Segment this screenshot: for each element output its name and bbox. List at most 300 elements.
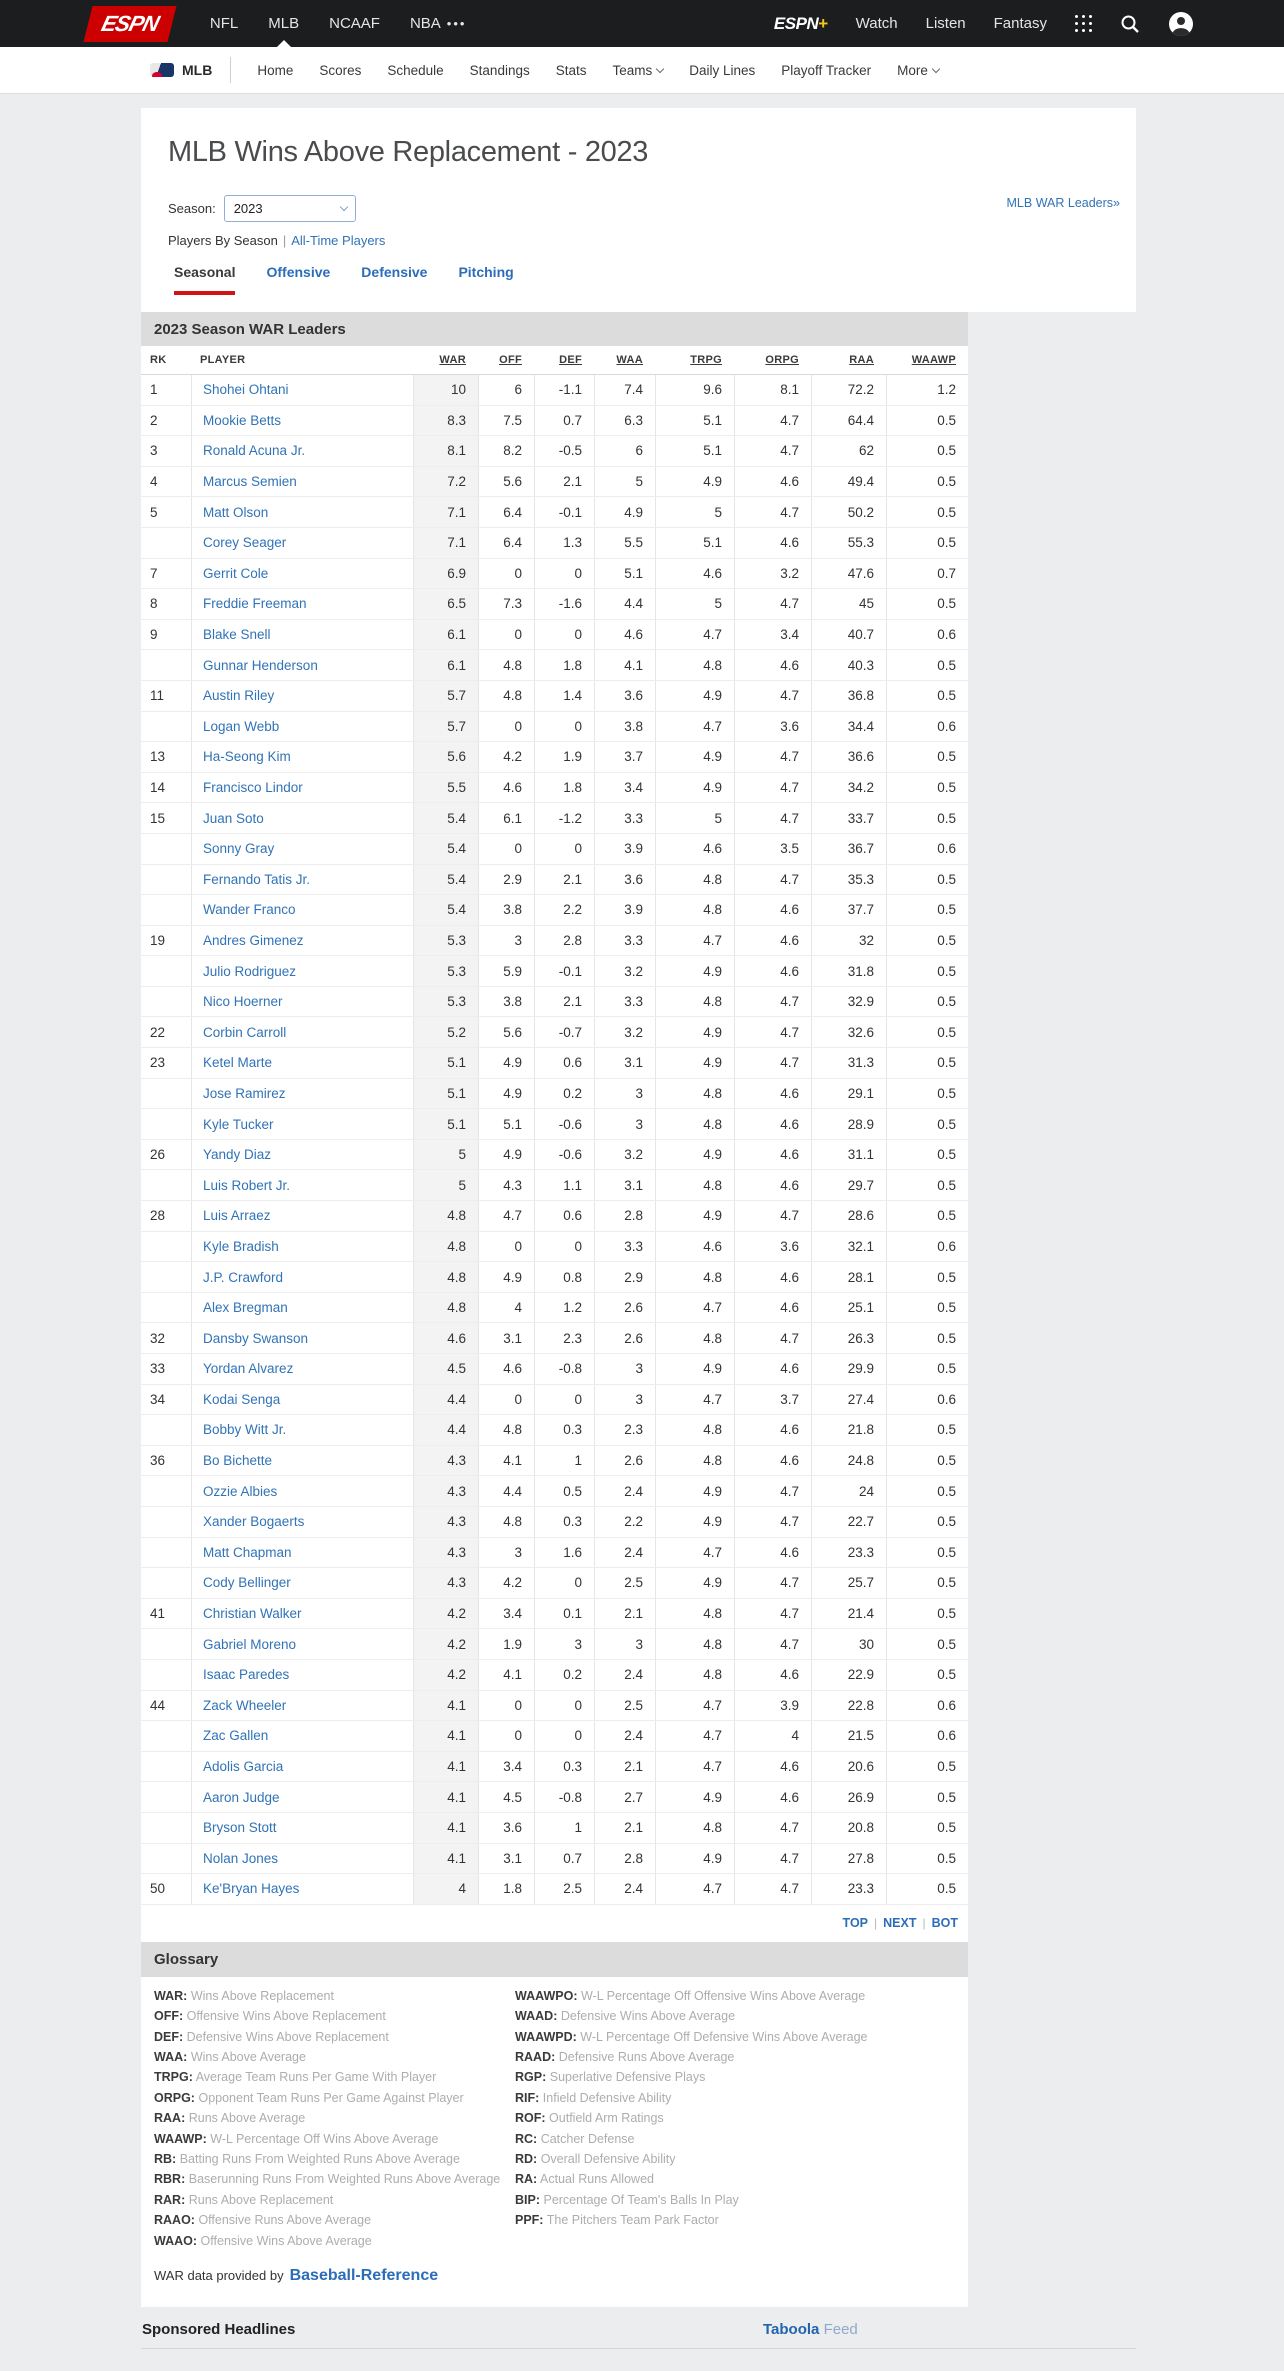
player-link[interactable]: Nolan Jones [203, 1850, 279, 1866]
raa-cell: 64.4 [811, 406, 886, 436]
search-icon[interactable] [1120, 14, 1140, 34]
waa-cell: 2.4 [594, 1476, 655, 1506]
war-cell: 5.3 [413, 926, 478, 956]
off-cell: 0 [478, 1691, 534, 1721]
waawp-cell: 0.5 [886, 1109, 968, 1139]
player-link[interactable]: Andres Gimenez [203, 932, 304, 948]
rank-cell: 15 [150, 810, 166, 826]
off-cell: 4.9 [478, 1140, 534, 1170]
player-link[interactable]: Mookie Betts [203, 412, 282, 428]
war-cell: 4.8 [413, 1201, 478, 1231]
off-cell: 6.4 [478, 528, 534, 558]
rank-cell: 41 [150, 1606, 166, 1622]
player-link[interactable]: Wander Franco [203, 902, 296, 918]
global-nav-item[interactable]: NBA [409, 15, 441, 32]
waawp-cell: 0.5 [886, 1629, 968, 1659]
page-title: MLB Wins Above Replacement - 2023 [168, 136, 649, 168]
def-cell: 0 [534, 1568, 594, 1598]
rank-cell [141, 1568, 191, 1598]
raa-cell: 49.4 [811, 467, 886, 497]
player-link[interactable]: Luis Arraez [203, 1208, 271, 1224]
raa-cell: 32.1 [811, 1232, 886, 1262]
player-link[interactable]: Ha-Seong Kim [203, 749, 291, 765]
waa-cell: 7.4 [594, 375, 655, 405]
table-row [141, 1599, 968, 1630]
trpg-cell: 4.7 [655, 1538, 734, 1568]
player-link[interactable]: Corey Seager [203, 535, 287, 551]
espn-plus-text: ESPN [773, 13, 819, 33]
player-link[interactable]: Bobby Witt Jr. [203, 1422, 287, 1438]
raa-cell: 34.4 [811, 712, 886, 742]
trpg-cell: 4.7 [655, 1293, 734, 1323]
waa-cell: 4.1 [594, 650, 655, 680]
glossary-abbr: RC: [515, 2131, 538, 2146]
player-link[interactable]: Logan Webb [203, 718, 280, 734]
glossary-definition: Defensive Runs Above Average [558, 2049, 735, 2064]
sortable-column-header[interactable]: WAAWP [911, 354, 956, 366]
raa-cell: 50.2 [811, 497, 886, 527]
war-cell: 4.3 [413, 1446, 478, 1476]
glossary-item [154, 2149, 500, 2169]
rank-cell: 2 [150, 412, 158, 428]
waawp-cell: 0.6 [886, 1385, 968, 1415]
table-row [141, 1140, 968, 1171]
sortable-column-header[interactable]: WAR [439, 354, 466, 366]
def-cell: -0.1 [534, 497, 594, 527]
table-row [141, 1017, 968, 1048]
waawp-cell: 0.5 [886, 1048, 968, 1078]
glossary-abbr: DEF: [154, 2029, 184, 2044]
player-link[interactable]: Christian Walker [203, 1606, 302, 1622]
player-link[interactable]: Zac Gallen [203, 1728, 269, 1744]
player-link[interactable]: Yandy Diaz [203, 1147, 272, 1163]
apps-grid-icon[interactable] [1075, 15, 1092, 32]
waawp-cell: 0.5 [886, 1170, 968, 1200]
trpg-cell: 4.9 [655, 1568, 734, 1598]
trpg-cell: 4.6 [655, 559, 734, 589]
glossary-abbr: RB: [154, 2151, 177, 2166]
def-cell: 1.6 [534, 1538, 594, 1568]
player-link[interactable]: Yordan Alvarez [203, 1361, 294, 1377]
stat-tab[interactable]: Pitching [458, 264, 514, 280]
taboola-feed-label: Feed [823, 2320, 858, 2338]
global-nav-item[interactable]: NCAAF [329, 15, 380, 32]
def-cell: -0.7 [534, 1017, 594, 1047]
def-cell: -0.8 [534, 1782, 594, 1812]
profile-avatar-icon[interactable] [1168, 11, 1194, 37]
off-cell: 5.6 [478, 467, 534, 497]
player-cell [191, 1752, 413, 1782]
league-nav-item[interactable] [689, 63, 755, 78]
table-row [141, 1844, 968, 1875]
table-row [141, 1323, 968, 1354]
more-sports-icon[interactable]: ••• [446, 16, 467, 31]
waa-cell: 2.1 [594, 1813, 655, 1843]
player-link[interactable]: Blake Snell [203, 627, 271, 643]
table-row [141, 1232, 968, 1263]
war-cell: 4.1 [413, 1691, 478, 1721]
player-cell [191, 712, 413, 742]
trpg-cell: 4.8 [655, 1109, 734, 1139]
rank-cell [141, 1109, 191, 1139]
league-nav-item[interactable] [387, 63, 443, 78]
def-cell: 2.1 [534, 467, 594, 497]
war-cell: 4.3 [413, 1568, 478, 1598]
off-cell: 4.1 [478, 1446, 534, 1476]
waa-cell: 2.5 [594, 1568, 655, 1598]
player-cell [191, 1293, 413, 1323]
player-link[interactable]: Ronald Acuna Jr. [203, 443, 306, 459]
player-cell [191, 406, 413, 436]
raa-cell: 23.3 [811, 1538, 886, 1568]
waa-cell: 6.3 [594, 406, 655, 436]
waa-cell: 3.8 [594, 712, 655, 742]
glossary-item [154, 2210, 500, 2230]
table-row [141, 1538, 968, 1569]
player-link[interactable]: Corbin Carroll [203, 1024, 287, 1040]
table-row [141, 742, 968, 773]
mlb-war-leaders-link[interactable]: MLB WAR Leaders» [1006, 196, 1120, 210]
table-row [141, 1721, 968, 1752]
orpg-cell: 4.7 [734, 1201, 811, 1231]
orpg-cell: 4 [734, 1721, 811, 1751]
glossary-definition: Runs Above Replacement [188, 2192, 334, 2207]
sortable-column-header[interactable]: OFF [499, 354, 522, 366]
waawp-cell: 0.5 [886, 773, 968, 803]
player-link[interactable]: Jose Ramirez [203, 1085, 286, 1101]
trpg-cell: 4.8 [655, 895, 734, 925]
war-cell: 4.2 [413, 1629, 478, 1659]
waawp-cell: 0.5 [886, 1354, 968, 1384]
war-cell: 4.2 [413, 1599, 478, 1629]
glossary-item [154, 2190, 500, 2210]
player-link[interactable]: Sonny Gray [203, 841, 275, 857]
raa-cell: 26.9 [811, 1782, 886, 1812]
waawp-cell: 0.7 [886, 559, 968, 589]
glossary-abbr: RD: [515, 2151, 538, 2166]
war-cell: 5.1 [413, 1079, 478, 1109]
waa-cell: 2.4 [594, 1721, 655, 1751]
table-row [141, 559, 968, 590]
waa-cell: 5 [594, 467, 655, 497]
def-cell: -0.6 [534, 1140, 594, 1170]
stat-tab[interactable]: Offensive [266, 264, 331, 280]
player-link[interactable]: Francisco Lindor [203, 780, 303, 796]
pagination-link[interactable]: NEXT [883, 1916, 917, 1931]
player-link[interactable]: Nico Hoerner [203, 994, 283, 1010]
player-link[interactable]: Cody Bellinger [203, 1575, 291, 1591]
waawp-cell: 0.5 [886, 681, 968, 711]
trpg-cell: 4.9 [655, 1844, 734, 1874]
column-header: RK [150, 354, 167, 366]
rank-cell: 8 [150, 596, 158, 612]
waa-cell: 2.4 [594, 1538, 655, 1568]
raa-cell: 20.6 [811, 1752, 886, 1782]
player-cell [191, 1232, 413, 1262]
espn-plus-logo[interactable] [774, 14, 828, 34]
raa-cell: 28.1 [811, 1262, 886, 1292]
all-time-players-link[interactable]: All-Time Players [291, 233, 386, 248]
rank-cell [141, 987, 191, 1017]
pagination-link[interactable]: TOP [842, 1916, 869, 1931]
trpg-cell: 4.9 [655, 1476, 734, 1506]
sortable-column-header[interactable]: DEF [559, 354, 582, 366]
player-cell [191, 1507, 413, 1537]
player-cell [191, 620, 413, 650]
rank-cell [141, 865, 191, 895]
league-nav-item-label: Home [257, 62, 294, 78]
raa-cell: 33.7 [811, 803, 886, 833]
global-nav-item[interactable]: NFL [209, 15, 239, 32]
waa-cell: 3.2 [594, 1140, 655, 1170]
trpg-cell: 5 [655, 589, 734, 619]
player-cell [191, 1691, 413, 1721]
off-cell: 4.6 [478, 773, 534, 803]
chevron-down-icon [932, 64, 940, 72]
player-link[interactable]: Matt Olson [203, 504, 269, 520]
player-link[interactable]: Alex Bregman [203, 1300, 288, 1316]
trpg-cell: 4.8 [655, 1446, 734, 1476]
raa-cell: 34.2 [811, 773, 886, 803]
rank-cell [141, 1415, 191, 1445]
league-nav-item[interactable] [470, 63, 530, 78]
raa-cell: 47.6 [811, 559, 886, 589]
table-row [141, 956, 968, 987]
off-cell: 3.8 [478, 987, 534, 1017]
glossary-definition: Baserunning Runs From Weighted Runs Above Average [188, 2172, 501, 2187]
def-cell: 2.2 [534, 895, 594, 925]
waawp-cell: 0.5 [886, 1262, 968, 1292]
trpg-cell: 4.9 [655, 1048, 734, 1078]
glossary-abbr: RBR: [154, 2172, 186, 2187]
glossary-abbr: OFF: [154, 2009, 184, 2024]
war-cell: 5.3 [413, 956, 478, 986]
player-link[interactable]: Gerrit Cole [203, 565, 269, 581]
table-row [141, 1629, 968, 1660]
mlb-logo-icon [150, 63, 174, 77]
player-link[interactable]: Kyle Tucker [203, 1116, 274, 1132]
rank-cell [141, 1538, 191, 1568]
player-cell [191, 803, 413, 833]
player-link[interactable]: Gunnar Henderson [203, 657, 318, 673]
def-cell: 3 [534, 1629, 594, 1659]
glossary-definition: W-L Percentage Off Defensive Wins Above Average [580, 2029, 868, 2044]
def-cell: 0.2 [534, 1079, 594, 1109]
player-link[interactable]: Austin Riley [203, 688, 275, 704]
league-nav-item[interactable] [257, 63, 293, 78]
player-link[interactable]: Kodai Senga [203, 1391, 281, 1407]
waawp-cell: 0.5 [886, 1323, 968, 1353]
player-link[interactable]: Bo Bichette [203, 1453, 273, 1469]
player-link[interactable]: Isaac Paredes [203, 1667, 290, 1683]
glossary-definition: Offensive Runs Above Average [198, 2213, 372, 2228]
player-cell [191, 1048, 413, 1078]
off-cell: 4.2 [478, 1568, 534, 1598]
def-cell: 0 [534, 1385, 594, 1415]
waawp-cell: 0.5 [886, 987, 968, 1017]
espn-logo[interactable] [84, 6, 177, 42]
sortable-column-header[interactable]: ORPG [765, 354, 799, 366]
league-nav-item[interactable] [556, 63, 587, 78]
waawp-cell: 0.5 [886, 1293, 968, 1323]
raa-cell: 40.3 [811, 650, 886, 680]
trpg-cell: 4.8 [655, 865, 734, 895]
mlb-home-link[interactable] [150, 57, 231, 83]
player-link[interactable]: Marcus Semien [203, 474, 297, 490]
global-nav-link[interactable]: Watch [855, 15, 898, 32]
table-row [141, 1752, 968, 1783]
league-nav-item[interactable] [612, 63, 663, 78]
def-cell: 0.6 [534, 1201, 594, 1231]
taboola-feed-logo[interactable] [763, 2321, 858, 2338]
player-link[interactable]: Kyle Bradish [203, 1238, 279, 1254]
player-cell [191, 834, 413, 864]
def-cell: 0 [534, 1232, 594, 1262]
baseball-reference-link[interactable]: Baseball-Reference [289, 2266, 439, 2284]
player-cell [191, 1599, 413, 1629]
def-cell: 0.6 [534, 1048, 594, 1078]
league-nav-item[interactable] [319, 63, 361, 78]
player-link[interactable]: Ketel Marte [203, 1055, 273, 1071]
player-link[interactable]: Aaron Judge [203, 1789, 280, 1805]
glossary-body [141, 1977, 968, 2307]
rank-cell: 4 [150, 474, 158, 490]
trpg-cell: 5 [655, 803, 734, 833]
player-link[interactable]: Bryson Stott [203, 1820, 277, 1836]
off-cell: 8.2 [478, 436, 534, 466]
trpg-cell: 4.7 [655, 1752, 734, 1782]
player-link[interactable]: Adolis Garcia [203, 1759, 284, 1775]
sortable-column-header[interactable]: TRPG [690, 354, 722, 366]
waa-cell: 6 [594, 436, 655, 466]
global-nav-link[interactable]: Fantasy [993, 15, 1047, 32]
glossary-section [141, 1942, 968, 2307]
player-link[interactable]: Zack Wheeler [203, 1697, 287, 1713]
player-link[interactable]: J.P. Crawford [203, 1269, 284, 1285]
glossary-abbr: RAR: [154, 2192, 186, 2207]
def-cell: 0 [534, 1691, 594, 1721]
orpg-cell: 4.6 [734, 528, 811, 558]
player-cell [191, 1446, 413, 1476]
player-link[interactable]: Juan Soto [203, 810, 264, 826]
waawp-cell: 0.5 [886, 803, 968, 833]
pagination-link[interactable]: BOT [931, 1916, 958, 1931]
waawp-cell: 0.5 [886, 467, 968, 497]
war-cell: 5.6 [413, 742, 478, 772]
off-cell: 4.2 [478, 742, 534, 772]
waa-cell: 2.4 [594, 1660, 655, 1690]
league-nav-items [257, 63, 939, 78]
player-cell [191, 1629, 413, 1659]
raa-cell: 24 [811, 1476, 886, 1506]
sortable-column-header[interactable]: RAA [849, 354, 874, 366]
sortable-column-header[interactable]: WAA [616, 354, 643, 366]
league-nav-item-label: Teams [612, 62, 653, 78]
off-cell: 0 [478, 620, 534, 650]
orpg-cell: 4.6 [734, 1752, 811, 1782]
war-cell: 4.3 [413, 1538, 478, 1568]
table-header-row [141, 346, 968, 375]
war-cell: 5.4 [413, 834, 478, 864]
war-cell: 6.1 [413, 620, 478, 650]
league-nav-item[interactable] [781, 63, 871, 78]
table-row [141, 1813, 968, 1844]
raa-cell: 25.7 [811, 1568, 886, 1598]
glossary-item [515, 1986, 868, 2006]
taboola-brand: Taboola [763, 2320, 820, 2338]
league-nav-item[interactable] [897, 63, 939, 78]
player-link[interactable]: Matt Chapman [203, 1544, 292, 1560]
orpg-cell: 4.6 [734, 650, 811, 680]
orpg-cell: 4.6 [734, 926, 811, 956]
table-row [141, 1354, 968, 1385]
trpg-cell: 4.9 [655, 1017, 734, 1047]
global-nav-item[interactable]: MLB [268, 0, 299, 47]
war-cell: 4.8 [413, 1232, 478, 1262]
player-link[interactable]: Fernando Tatis Jr. [203, 871, 311, 887]
global-nav [0, 0, 1284, 47]
war-cell: 8.3 [413, 406, 478, 436]
player-cell [191, 1323, 413, 1353]
trpg-cell: 4.9 [655, 1507, 734, 1537]
glossary-definition: Defensive Wins Above Average [560, 2009, 736, 2024]
waawp-cell: 0.5 [886, 1568, 968, 1598]
player-link[interactable]: Ke'Bryan Hayes [203, 1881, 300, 1897]
trpg-cell: 4.8 [655, 1629, 734, 1659]
glossary-item [154, 2006, 500, 2026]
rank-cell [141, 1232, 191, 1262]
page-content [141, 108, 1136, 2349]
player-link[interactable]: Gabriel Moreno [203, 1636, 297, 1652]
def-cell: 0.7 [534, 406, 594, 436]
orpg-cell: 3.9 [734, 1691, 811, 1721]
player-link[interactable]: Xander Bogaerts [203, 1514, 305, 1530]
season-select[interactable] [224, 195, 356, 222]
waawp-cell: 0.5 [886, 956, 968, 986]
player-link[interactable]: Ozzie Albies [203, 1483, 278, 1499]
glossary-definition: W-L Percentage Off Offensive Wins Above Average [580, 1988, 866, 2003]
table-row [141, 406, 968, 437]
orpg-cell: 3.2 [734, 559, 811, 589]
waa-cell: 3 [594, 1109, 655, 1139]
rank-cell [141, 956, 191, 986]
off-cell: 4.1 [478, 1660, 534, 1690]
war-cell: 5.1 [413, 1048, 478, 1078]
player-link[interactable]: Julio Rodriguez [203, 963, 297, 979]
off-cell: 4.9 [478, 1048, 534, 1078]
season-filter-row [168, 195, 1122, 222]
trpg-cell: 4.9 [655, 1354, 734, 1384]
trpg-cell: 4.9 [655, 1140, 734, 1170]
data-provider-row [154, 2267, 438, 2285]
player-link[interactable]: Shohei Ohtani [203, 382, 289, 398]
player-cell [191, 1782, 413, 1812]
global-nav-link[interactable]: Listen [925, 15, 966, 32]
player-link[interactable]: Dansby Swanson [203, 1330, 309, 1346]
war-cell: 7.2 [413, 467, 478, 497]
stat-tab[interactable]: Defensive [361, 264, 428, 280]
stat-tab[interactable]: Seasonal [174, 264, 235, 295]
rank-cell [141, 712, 191, 742]
player-cell [191, 1170, 413, 1200]
league-label: MLB [182, 62, 213, 78]
player-link[interactable]: Luis Robert Jr. [203, 1177, 291, 1193]
player-link[interactable]: Freddie Freeman [203, 596, 307, 612]
glossary-abbr: WAAWPO: [515, 1988, 578, 2003]
glossary-item [515, 2108, 868, 2128]
glossary-abbr: BIP: [515, 2192, 540, 2207]
table-row [141, 834, 968, 865]
